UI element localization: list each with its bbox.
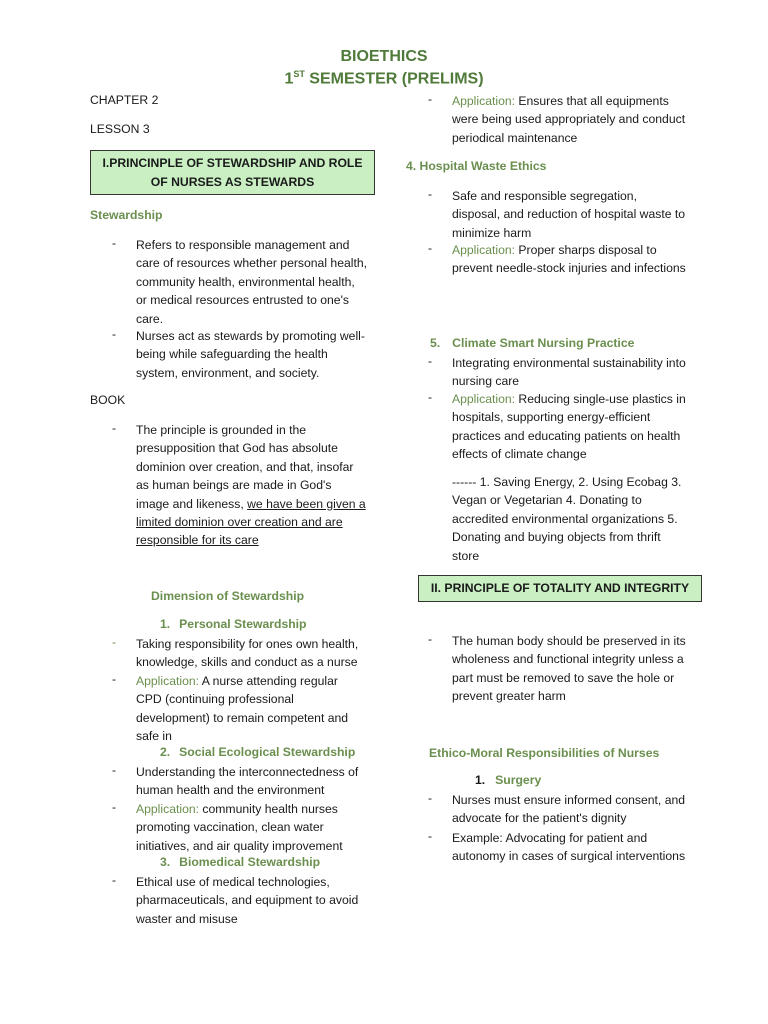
climate-smart-heading: 5. Climate Smart Nursing Practice <box>430 336 635 350</box>
list-item: - Ethical use of medical technologies, pharmaceuticals, and equipment to avoid waster and misuse <box>112 873 359 926</box>
list-item: - Application: community health nurses promoting vaccination, clean water initiatives, and air quality improvement <box>112 800 343 853</box>
stewardship-heading: Stewardship <box>90 208 163 222</box>
examples-list-note: ------ 1. Saving Energy, 2. Using Ecobag 3. Vegan or Vegetarian 4. Donating to accredited environmental organizations 5. Donating and buying objects from thrift store <box>452 475 682 563</box>
list-item: - Application: Ensures that all equipments were being used appropriately and conduct periodical maintenance <box>428 92 686 145</box>
biomedical-heading: 3. Biomedical Stewardship <box>160 855 321 869</box>
list-item: - The human body should be preserved in its wholeness and functional integrity unless a part must be removed to save the hole or prevent greater harm <box>428 632 686 704</box>
list-item: - Safe and responsible segregation, disposal, and reduction of hospital waste to minimize harm <box>428 187 686 240</box>
surgery-heading: 1. Surgery <box>475 773 542 787</box>
semester-subtitle: 1ST SEMESTER (PRELIMS) <box>284 69 484 88</box>
list-item: - Integrating environmental sustainability into nursing care <box>428 354 686 389</box>
list-item: - Nurses must ensure informed consent, and advocate for the patient's dignity <box>428 791 686 826</box>
list-item: - Taking responsibility for ones own health, knowledge, skills and conduct as a nurse <box>112 635 359 670</box>
chapter-label: CHAPTER 2 <box>90 93 159 107</box>
social-ecological-heading: 2. Social Ecological Stewardship <box>160 745 356 759</box>
list-item: - Application: A nurse attending regular CPD (continuing professional development) to remain competent and safe in <box>112 672 349 744</box>
book-label: BOOK <box>90 393 126 407</box>
document-title: BIOETHICS <box>340 48 428 65</box>
ethico-moral-heading: Ethico-Moral Responsibilities of Nurses <box>429 746 660 760</box>
hospital-waste-heading: 4. Hospital Waste Ethics <box>406 159 547 173</box>
lesson-label: LESSON 3 <box>90 122 150 136</box>
list-item: - Example: Advocating for patient and autonomy in cases of surgical interventions <box>428 829 686 864</box>
list-item: - Understanding the interconnectedness of human health and the environment <box>112 763 359 798</box>
principle-totality-box: II. PRINCIPLE OF TOTALITY AND INTEGRITY <box>418 575 702 602</box>
personal-stewardship-heading: 1. Personal Stewardship <box>160 617 307 631</box>
list-item: - Application: Reducing single-use plastics in hospitals, supporting energy-efficient practices and educating patients on health effects of climate change <box>428 390 686 462</box>
list-item: - The principle is grounded in the presupposition that God has absolute dominion over creation, and that, insofar as human beings are made in God's image and likeness, we have been given a limited dominion over creation and are responsible for its care <box>112 421 366 548</box>
list-item: - Refers to responsible management and care of resources whether personal health, community health, environmental health, or medical resources entrusted to one's care. <box>112 236 368 326</box>
list-item: - Nurses act as stewards by promoting well-being while safeguarding the health system, environment, and society. <box>112 327 365 380</box>
dimension-heading: Dimension of Stewardship <box>151 589 305 603</box>
list-item: - Application: Proper sharps disposal to prevent needle-stock injuries and infections <box>428 241 686 276</box>
principle-stewardship-box: I.PRINCINPLE OF STEWARDSHIP AND ROLE OF NURSES AS STEWARDS <box>90 150 375 195</box>
